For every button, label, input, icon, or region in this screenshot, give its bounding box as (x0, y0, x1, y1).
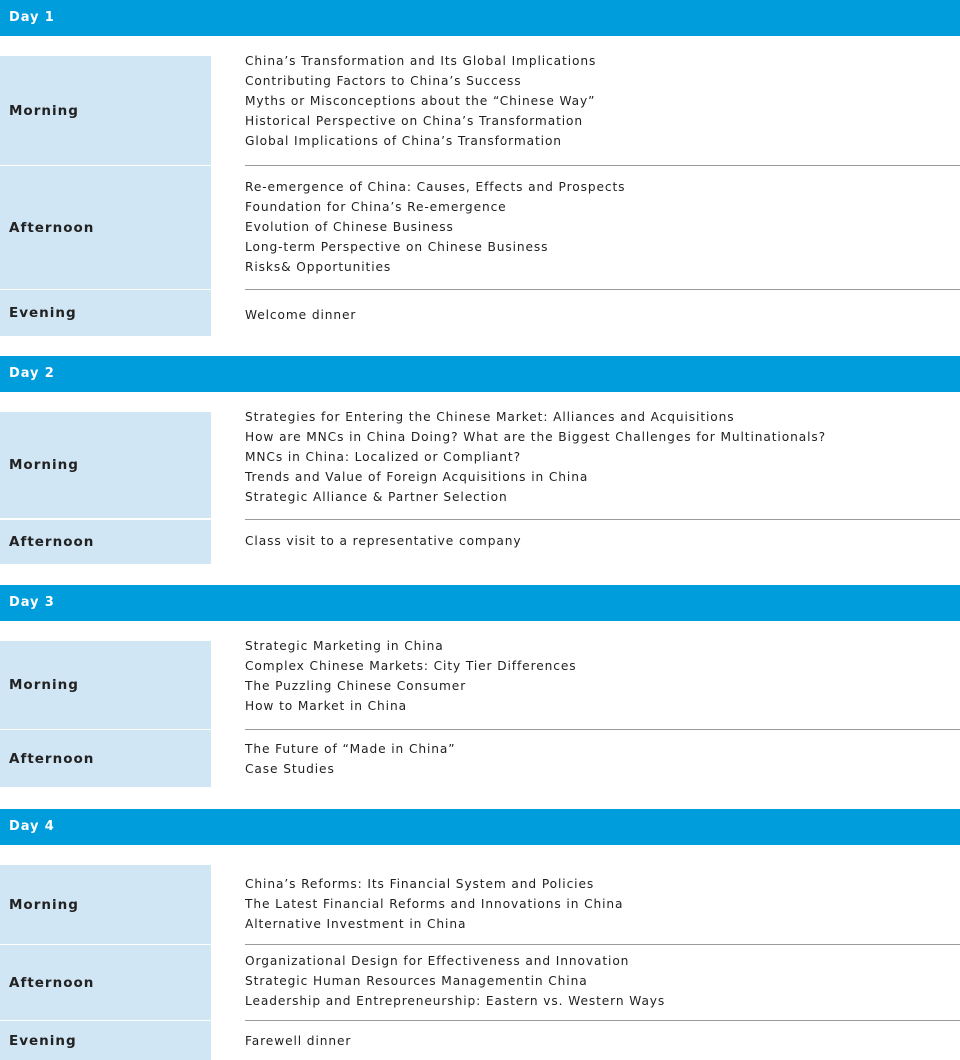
day-header: Day 1 (0, 0, 960, 36)
session-topics (245, 177, 960, 277)
day-header: Day 4 (0, 809, 960, 845)
topic-item: Complex Chinese Markets: City Tier Differences (245, 659, 577, 673)
topic-item: How to Market in China (245, 699, 407, 713)
session-topics (245, 407, 960, 507)
topic-item: MNCs in China: Localized or Compliant? (245, 450, 521, 464)
topic-item: Evolution of Chinese Business (245, 220, 454, 234)
topic-item: Historical Perspective on China’s Transformation (245, 114, 584, 128)
topic-item: The Puzzling Chinese Consumer (245, 679, 467, 693)
topic-item: Leadership and Entrepreneurship: Eastern vs. Western Ways (245, 994, 666, 1008)
session-topics (245, 1031, 960, 1051)
topic-item: Contributing Factors to China’s Success (245, 74, 522, 88)
topic-item: Strategic Marketing in China (245, 639, 444, 653)
session-label: Afternoon (0, 730, 211, 787)
topic-item: Farewell dinner (245, 1034, 352, 1048)
topic-item: China’s Transformation and Its Global Implications (245, 54, 597, 68)
session-label: Morning (0, 641, 211, 729)
topic-item: The Future of “Made in China” (245, 742, 456, 756)
topic-item: Strategic Human Resources Managementin China (245, 974, 588, 988)
row-divider (245, 729, 960, 730)
topic-item: Long-term Perspective on Chinese Business (245, 240, 549, 254)
row-divider (245, 289, 960, 290)
topic-item: Risks& Opportunities (245, 260, 392, 274)
day-header: Day 2 (0, 356, 960, 392)
session-topics (245, 636, 960, 716)
topic-item: Case Studies (245, 762, 335, 776)
session-topics (245, 951, 960, 1011)
topic-item: Class visit to a representative company (245, 534, 522, 548)
topic-item: Foundation for China’s Re-emergence (245, 200, 507, 214)
session-label: Morning (0, 865, 211, 944)
topic-item: Myths or Misconceptions about the “Chinese Way” (245, 94, 596, 108)
topic-item: Global Implications of China’s Transformation (245, 134, 562, 148)
session-topics (245, 51, 960, 151)
topic-item: Trends and Value of Foreign Acquisitions in China (245, 470, 589, 484)
session-label: Morning (0, 56, 211, 165)
session-label: Afternoon (0, 945, 211, 1020)
session-label: Morning (0, 412, 211, 518)
topic-item: Welcome dinner (245, 308, 357, 322)
row-divider (245, 165, 960, 166)
session-label: Afternoon (0, 166, 211, 289)
session-topics (245, 874, 960, 934)
topic-item: China’s Reforms: Its Financial System and Policies (245, 877, 595, 891)
topic-item: Re-emergence of China: Causes, Effects and Prospects (245, 180, 626, 194)
topic-item: How are MNCs in China Doing? What are the Biggest Challenges for Multinationals? (245, 430, 826, 444)
topic-item: Strategic Alliance & Partner Selection (245, 490, 508, 504)
session-topics (245, 531, 960, 551)
session-label: Evening (0, 1021, 211, 1060)
topic-item: Strategies for Entering the Chinese Market: Alliances and Acquisitions (245, 410, 735, 424)
row-divider (245, 944, 960, 945)
topic-item: The Latest Financial Reforms and Innovations in China (245, 897, 624, 911)
day-header: Day 3 (0, 585, 960, 621)
session-topics (245, 305, 960, 325)
topic-item: Alternative Investment in China (245, 917, 467, 931)
row-divider (245, 1020, 960, 1021)
row-divider (245, 519, 960, 520)
session-label: Afternoon (0, 520, 211, 564)
session-topics (245, 739, 960, 779)
session-label: Evening (0, 290, 211, 336)
topic-item: Organizational Design for Effectiveness and Innovation (245, 954, 630, 968)
